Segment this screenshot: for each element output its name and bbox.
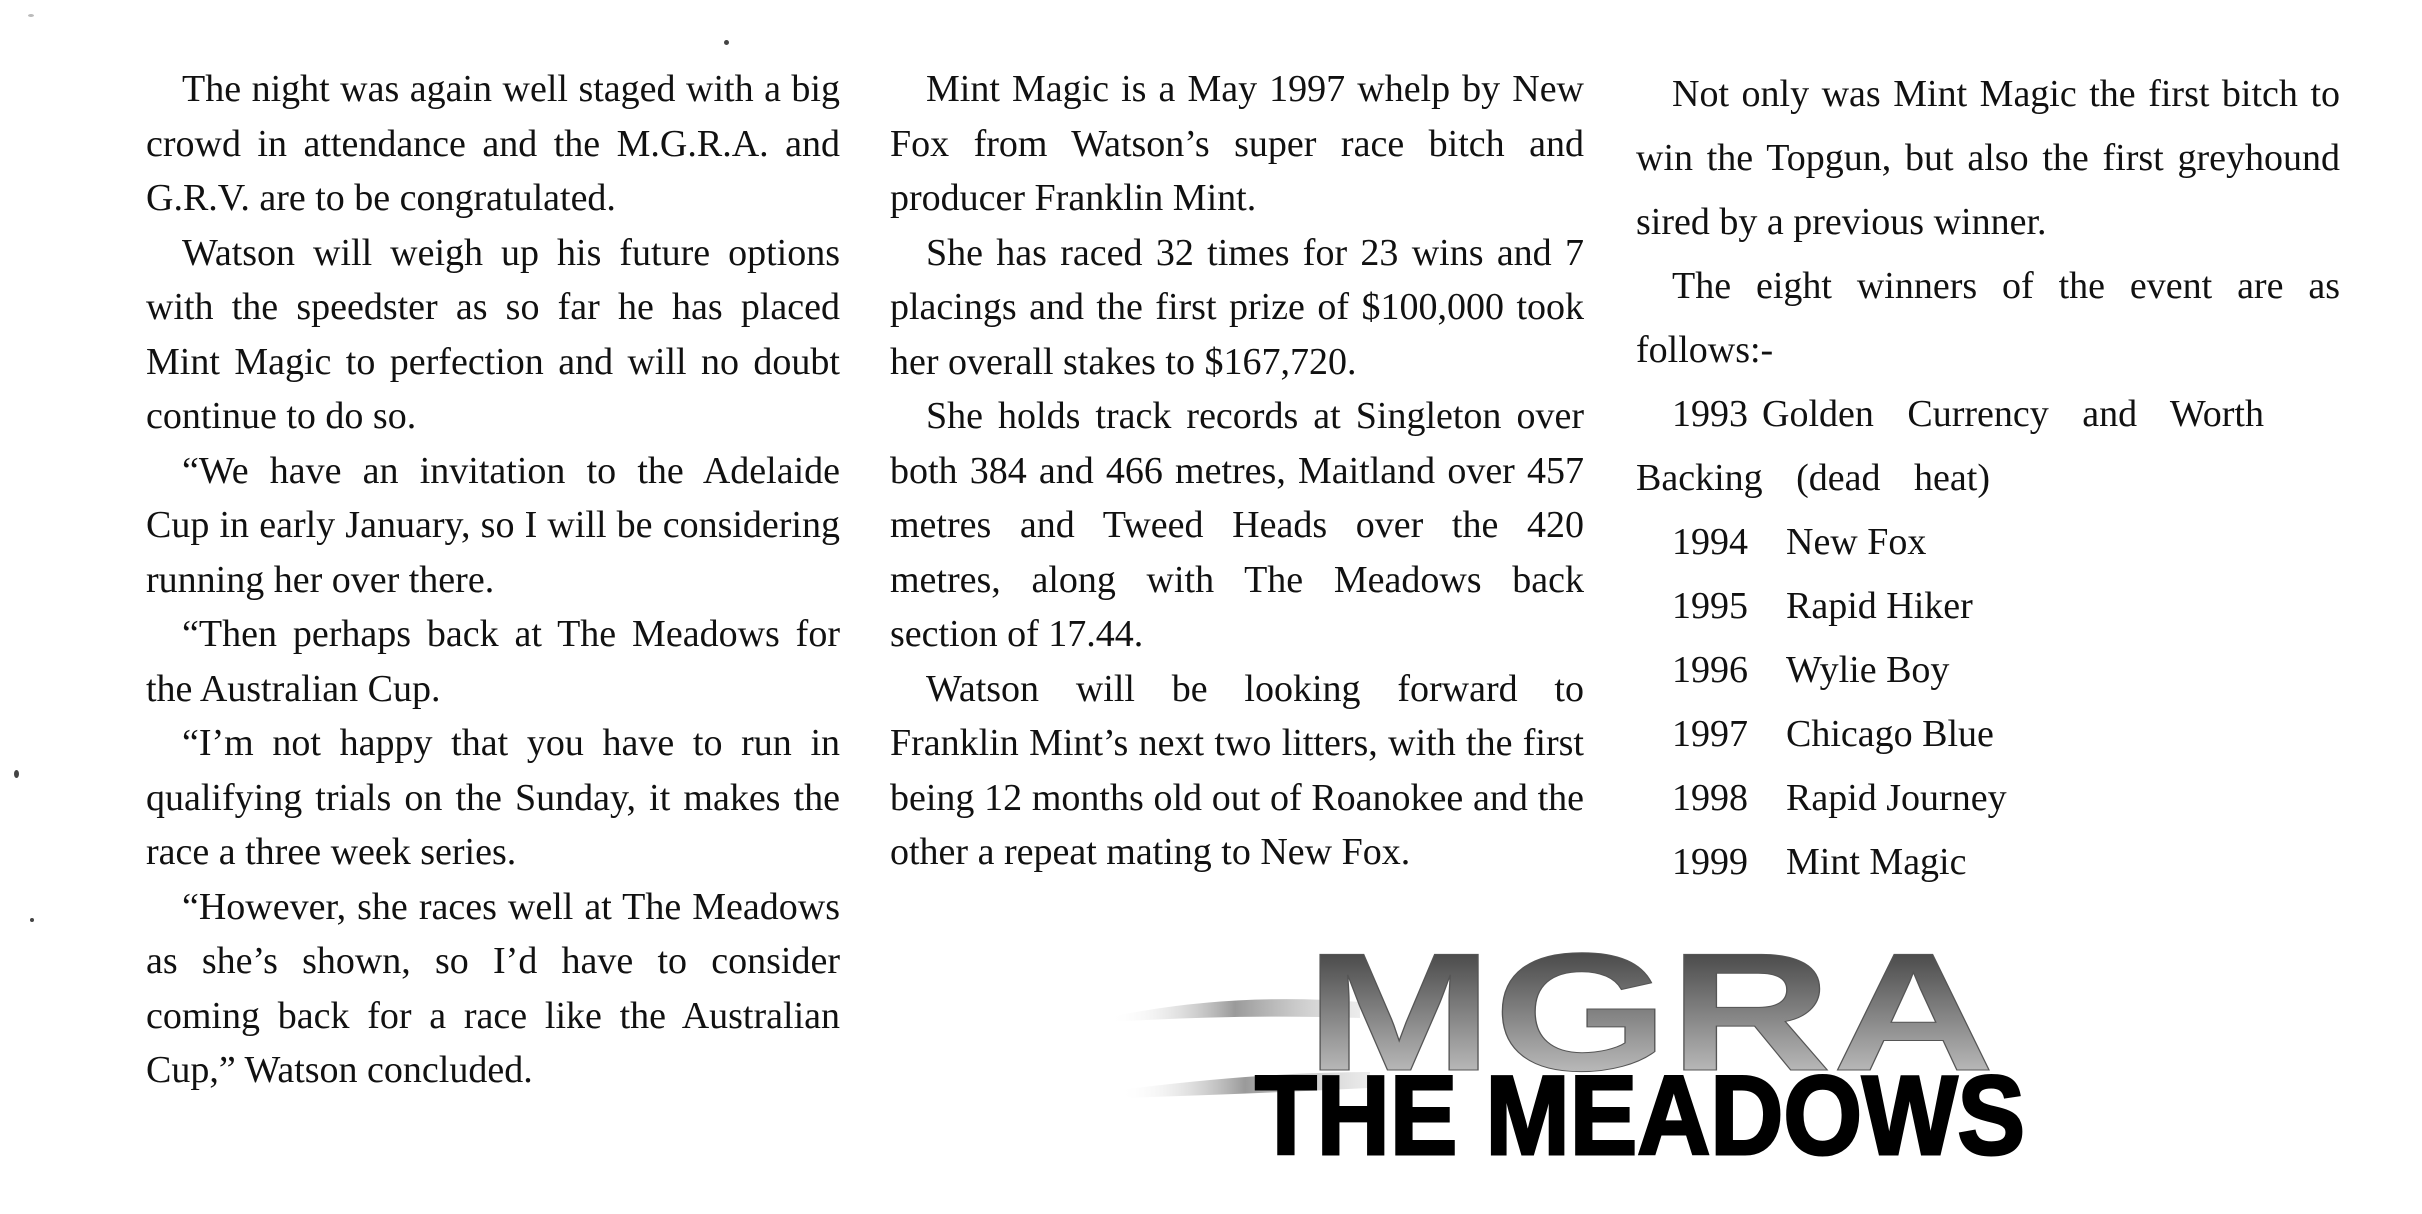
winner-year: 1996 xyxy=(1672,649,1748,691)
paragraph: She holds track records at Singleton over both 384 and 466 metres, Maitland over 457 metres and Tweed Heads over the 420 metres, along with The Meadows back section of 17.44. xyxy=(890,395,1584,655)
winner-year: 1998 xyxy=(1672,777,1748,819)
scan-speck xyxy=(14,770,19,778)
winner-name: Golden Currency and Worth Backing (dead heat) xyxy=(1636,393,2264,499)
scan-speck xyxy=(30,918,34,922)
winners-list xyxy=(1636,382,2340,894)
paragraph: “We have an invitation to the Adelaide Cup in early January, so I will be considering running her over there. xyxy=(146,449,840,601)
winner-year: 1993 xyxy=(1672,393,1748,435)
column-2 xyxy=(890,62,1584,880)
list-item xyxy=(1636,574,2340,638)
winner-name: Mint Magic xyxy=(1786,841,1967,883)
paragraph: “Then perhaps back at The Meadows for the Australian Cup. xyxy=(146,613,840,710)
winner-year: 1995 xyxy=(1672,585,1748,627)
scan-speck xyxy=(724,40,729,45)
paragraph: “I’m not happy that you have to run in qualifying trials on the Sunday, it makes the race a three week series. xyxy=(146,722,840,873)
winner-name: Chicago Blue xyxy=(1786,713,1994,755)
winner-name: Wylie Boy xyxy=(1786,649,1950,691)
paragraph: She has raced 32 times for 23 wins and 7 placings and the first prize of $100,000 took her overall stakes to $167,720. xyxy=(890,231,1584,383)
winner-year: 1999 xyxy=(1672,841,1748,883)
scan-speck xyxy=(28,14,34,17)
winner-name: Rapid Journey xyxy=(1786,777,2007,819)
winner-name: New Fox xyxy=(1786,521,1927,563)
logo-top-text: MGRA xyxy=(1305,922,1995,1106)
paragraph: The eight winners of the event are as follows:- xyxy=(1636,265,2340,371)
paragraph: Mint Magic is a May 1997 whelp by New Fox from Watson’s super race bitch and producer Franklin Mint. xyxy=(890,68,1584,219)
list-item xyxy=(1636,830,2340,894)
paragraph: Watson will be looking forward to Franklin Mint’s next two litters, with the first being 12 months old out of Roanokee and the other a repeat mating to New Fox. xyxy=(890,667,1584,873)
winner-year: 1994 xyxy=(1672,521,1748,563)
paragraph: “However, she races well at The Meadows as she’s shown, so I’d have to consider coming back for a race like the Australian Cup,” Watson concluded. xyxy=(146,885,840,1091)
list-item xyxy=(1636,766,2340,830)
list-item xyxy=(1636,382,2340,510)
paragraph: Watson will weigh up his future options with the speedster as so far he has placed Mint Magic to perfection and will no doubt continue to do so. xyxy=(146,231,840,437)
paragraph: Not only was Mint Magic the first bitch to win the Topgun, but also the first greyhound sired by a previous winner. xyxy=(1636,73,2340,243)
mgra-meadows-logo xyxy=(1110,922,2060,1172)
list-item xyxy=(1636,702,2340,766)
list-item xyxy=(1636,510,2340,574)
logo-bottom-text: THE MEADOWS xyxy=(1255,1053,2025,1172)
list-item xyxy=(1636,638,2340,702)
winner-name: Rapid Hiker xyxy=(1786,585,1973,627)
column-3 xyxy=(1636,62,2340,894)
paragraph: The night was again well staged with a big crowd in attendance and the M.G.R.A. and G.R.V. are to be congratulated. xyxy=(146,68,840,219)
column-1 xyxy=(146,62,840,1098)
winner-year: 1997 xyxy=(1672,713,1748,755)
